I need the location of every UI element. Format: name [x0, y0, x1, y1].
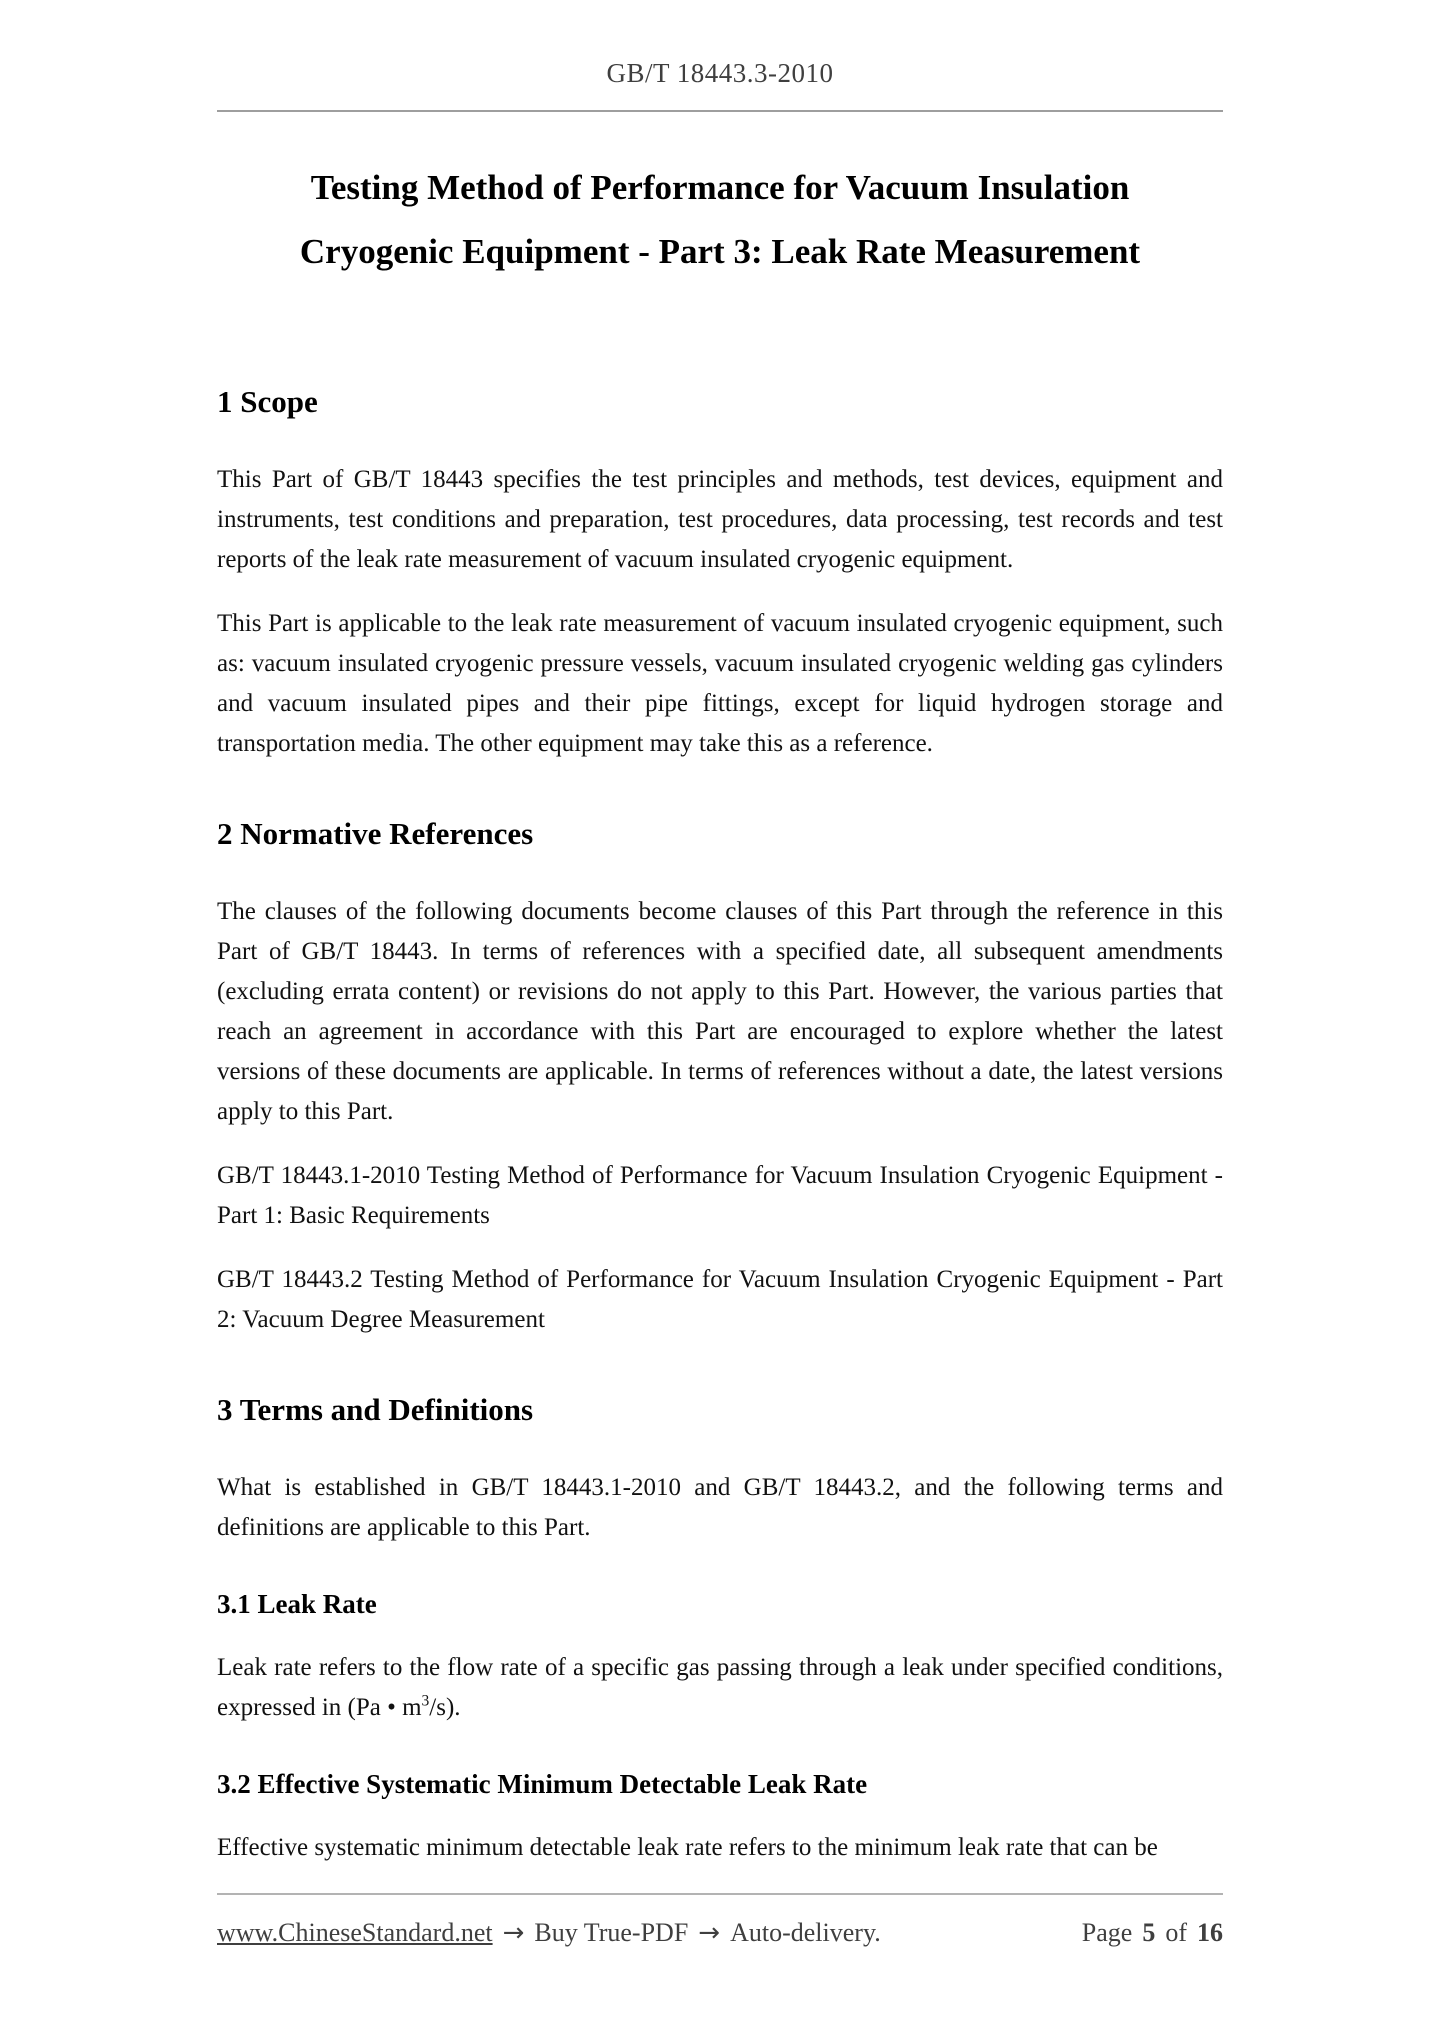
total-pages-number: 16	[1197, 1918, 1223, 1947]
section-heading-terms-and-definitions: 3 Terms and Definitions	[217, 1392, 534, 1427]
cubic-superscript: 3	[421, 1692, 430, 1710]
normative-references-intro: The clauses of the following documents become clauses of this Part through the reference in this Part of GB/T 18443. In terms of references with a specified date, all subsequent amendments (excluding errata content) or revisions do not apply to this Part. However, the various parties that reach an agreement in accordance with this Part are encouraged to explore whether the latest versions of these documents are applicable. In terms of references without a date, the latest versions apply to this Part.	[217, 898, 1223, 1125]
right-arrow-icon: →	[698, 1918, 721, 1948]
effective-leak-rate-definition: Effective systematic minimum detectable leak rate refers to the minimum leak rate that can be	[217, 1834, 1158, 1861]
normative-reference-1: GB/T 18443.1-2010 Testing Method of Performance for Vacuum Insulation Cryogenic Equipment - Part 1: Basic Requirements	[217, 1162, 1223, 1229]
leak-rate-definition-unit-end: /s).	[429, 1694, 461, 1721]
page-indicator	[1082, 1913, 1223, 1953]
footer-divider	[217, 1893, 1223, 1895]
site-link[interactable]: www.ChineseStandard.net	[217, 1918, 493, 1947]
scope-paragraph-2: This Part is applicable to the leak rate measurement of vacuum insulated cryogenic equipment, such as: vacuum insulated cryogenic pressure vessels, vacuum insulated cryogenic welding gas cylinders and vacuum insulated pipes and their pipe fittings, except for liquid hydrogen storage and transportation media. The other equipment may take this as a reference.	[217, 610, 1223, 757]
page-label: Page	[1081, 1918, 1133, 1947]
leak-rate-definition-text: Leak rate refers to the flow rate of a specific gas passing through a leak under specified conditions, expressed in (Pa • m	[217, 1654, 1223, 1721]
term-heading-leak-rate: 3.1 Leak Rate	[217, 1589, 377, 1619]
document-title-line-2: Cryogenic Equipment - Part 3: Leak Rate Measurement	[299, 232, 1141, 271]
document-title	[217, 156, 1223, 284]
document-content	[217, 56, 1223, 1868]
current-page-number: 5	[1142, 1918, 1156, 1947]
leak-rate-definition	[217, 1648, 1223, 1728]
scope-paragraph-1: This Part of GB/T 18443 specifies the test principles and methods, test devices, equipment and instruments, test conditions and preparation, test procedures, data processing, test records and test reports of the leak rate measurement of vacuum insulated cryogenic equipment.	[217, 466, 1223, 573]
page-footer	[217, 1893, 1223, 1953]
footer-row	[217, 1913, 1223, 1953]
header-divider	[217, 110, 1223, 112]
footer-delivery-text: Auto-delivery.	[730, 1918, 881, 1947]
of-label: of	[1165, 1918, 1187, 1947]
footer-buy-text: Buy True-PDF	[534, 1918, 689, 1947]
document-title-line-1: Testing Method of Performance for Vacuum Insulation	[310, 168, 1130, 207]
footer-promo	[217, 1913, 881, 1953]
section-heading-scope: 1 Scope	[217, 384, 318, 419]
normative-reference-2: GB/T 18443.2 Testing Method of Performance for Vacuum Insulation Cryogenic Equipment - Part 2: Vacuum Degree Measurement	[217, 1266, 1223, 1333]
right-arrow-icon: →	[502, 1918, 525, 1948]
terms-intro-paragraph: What is established in GB/T 18443.1-2010 and GB/T 18443.2, and the following terms and definitions are applicable to this Part.	[217, 1474, 1223, 1541]
standard-number: GB/T 18443.3-2010	[606, 58, 834, 88]
term-heading-effective-systematic-minimum-detectable-leak-rate: 3.2 Effective Systematic Minimum Detectable Leak Rate	[217, 1769, 868, 1799]
section-heading-normative-references: 2 Normative References	[217, 816, 534, 851]
